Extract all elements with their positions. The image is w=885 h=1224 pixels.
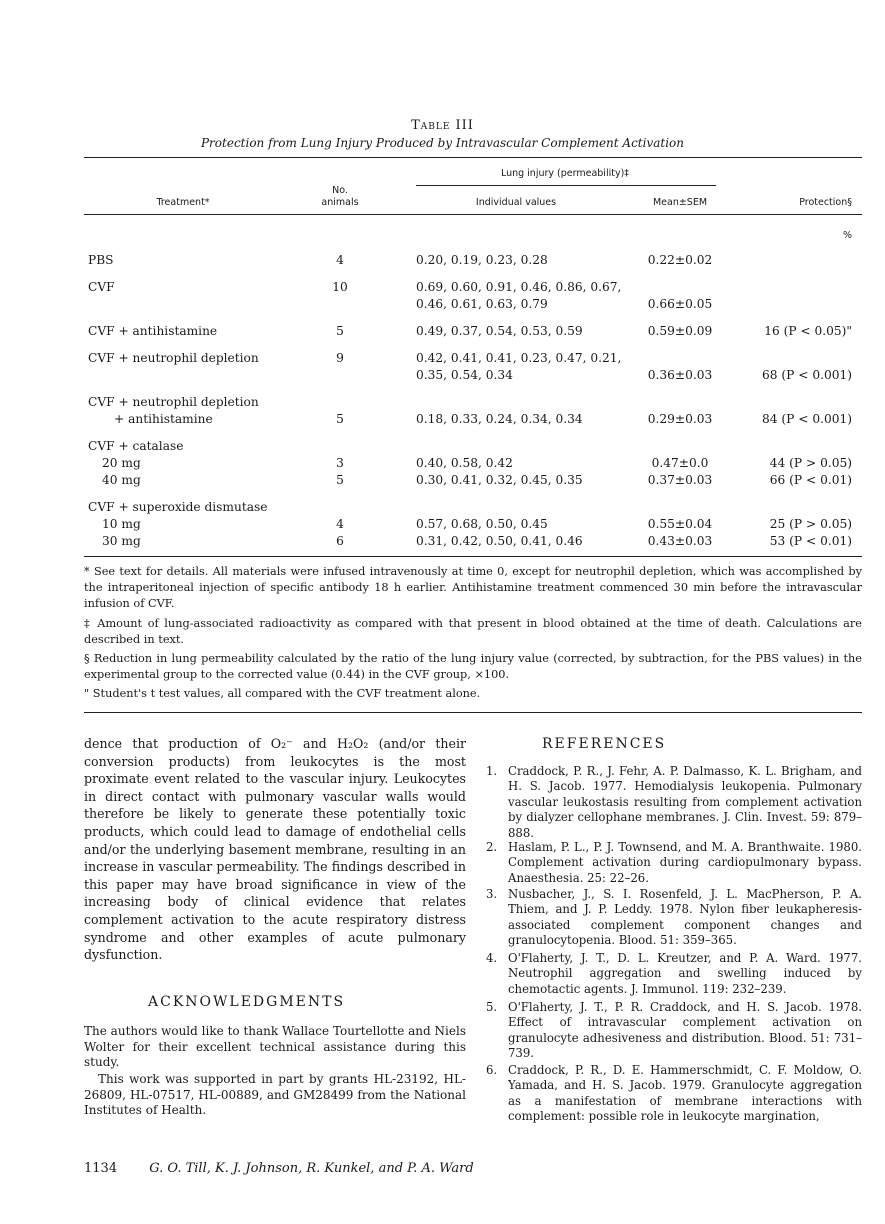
reference-number: 4. [486, 951, 498, 965]
row-n: 10 [332, 280, 348, 294]
row-mean: 0.59±0.09 [647, 324, 713, 338]
funding-paragraph: This work was supported in part by grants HL-23192, HL-26809, HL-07517, HL-00889, and GM28499 from the National Institutes of Health. [84, 1072, 466, 1118]
footnote-divider [84, 712, 862, 713]
row-protection: 53 (P < 0.01) [769, 534, 852, 548]
row-mean: 0.29±0.03 [647, 412, 713, 426]
table-footnote: § Reduction in lung permeability calculated by the ratio of the lung injury value (corrected, by subtraction, for the PBS values) in the experimental group to the corrected value (0.44) in the CVF group, ×100. [84, 652, 862, 681]
row-mean: 0.37±0.03 [647, 473, 713, 487]
row-protection: 68 (P < 0.001) [762, 368, 852, 382]
table-top-rule [84, 157, 862, 158]
row-n: 5 [336, 324, 344, 338]
row-treatment: CVF + neutrophil depletion [88, 351, 259, 365]
reference-item [486, 1000, 862, 1062]
reference-number: 5. [486, 1000, 498, 1014]
acknowledgments-heading: ACKNOWLEDGMENTS [148, 994, 346, 1010]
page-number: 1134 [84, 1161, 118, 1176]
reference-item [486, 1063, 862, 1125]
row-n: 6 [336, 534, 344, 548]
reference-text: Craddock, P. R., J. Fehr, A. P. Dalmasso, K. L. Brigham, and H. S. Jacob. 1977. Hemodialysis leukopenia. Pulmonary vascular leukostasis resulting from complement activation by dialyzer cellophane membranes. J. Clin. Invest. 59: 879–888. [508, 764, 862, 840]
row-treatment: 20 mg [102, 456, 141, 470]
reference-number: 1. [486, 764, 498, 778]
row-n: 5 [336, 412, 344, 426]
reference-text: Craddock, P. R., D. E. Hammerschmidt, C. F. Moldow, O. Yamada, and H. S. Jacob. 1979. Granulocyte aggregation as a manifestation of membrane interactions with complement: possible role in leukocyte margination, [508, 1063, 862, 1124]
header-individual: Individual values [475, 197, 557, 208]
page-footer [84, 1161, 474, 1176]
row-mean: 0.36±0.03 [647, 368, 713, 382]
row-mean: 0.55±0.04 [647, 517, 713, 531]
row-values: 0.57, 0.68, 0.50, 0.45 [416, 517, 548, 531]
header-lung-injury: Lung injury (permeability)‡ [500, 168, 630, 179]
table-footnote: ‡ Amount of lung-associated radioactivity as compared with that present in blood obtained at the time of death. Calculations are described in text. [84, 617, 862, 646]
table-footnote: " Student's t test values, all compared with the CVF treatment alone. [84, 687, 481, 700]
row-values: 0.20, 0.19, 0.23, 0.28 [416, 253, 548, 267]
row-protection: 16 (P < 0.05)" [764, 324, 852, 338]
reference-text: Nusbacher, J., S. I. Rosenfeld, J. L. MacPherson, P. A. Thiem, and J. P. Leddy. 1978. Nylon fiber leukapheresis-associated complement component changes and granulocytopenia. Blood. 51: 359–365. [508, 887, 862, 948]
row-treatment: 10 mg [102, 517, 141, 531]
header-subrule [416, 185, 716, 186]
reference-text: O'Flaherty, J. T., P. R. Craddock, and H. S. Jacob. 1978. Effect of intravascular complement activation on granulocyte adhesiveness and distribution. Blood. 51: 731–739. [508, 1000, 862, 1061]
row-protection: 66 (P < 0.01) [769, 473, 852, 487]
header-mean: Mean±SEM [652, 197, 708, 208]
header-percent: % [842, 230, 852, 241]
reference-number: 2. [486, 840, 498, 854]
table-bottom-rule [84, 556, 862, 557]
header-no: No. [332, 185, 348, 196]
table-label: Table III [411, 118, 474, 133]
row-n: 4 [336, 517, 344, 531]
row-n: 5 [336, 473, 344, 487]
reference-text: O'Flaherty, J. T., D. L. Kreutzer, and P. A. Ward. 1977. Neutrophil aggregation and swelling induced by chemotactic agents. J. Immunol. 119: 232–239. [508, 951, 862, 996]
row-protection: 84 (P < 0.001) [762, 412, 852, 426]
row-n: 4 [336, 253, 344, 267]
header-treatment: Treatment* [156, 197, 210, 208]
reference-item [486, 840, 862, 886]
reference-item [486, 887, 862, 949]
reference-item [486, 764, 862, 841]
row-values-cont: 0.46, 0.61, 0.63, 0.79 [416, 297, 548, 311]
table-caption: Protection from Lung Injury Produced by Intravascular Complement Activation [200, 136, 685, 150]
row-treatment: CVF [88, 280, 115, 294]
row-treatment: CVF + catalase [88, 439, 184, 453]
reference-number: 6. [486, 1063, 498, 1077]
row-values: 0.69, 0.60, 0.91, 0.46, 0.86, 0.67, [416, 280, 622, 294]
row-values: 0.40, 0.58, 0.42 [416, 456, 513, 470]
row-values: 0.42, 0.41, 0.41, 0.23, 0.47, 0.21, [416, 351, 622, 365]
row-values: 0.18, 0.33, 0.24, 0.34, 0.34 [416, 412, 583, 426]
row-treatment: CVF + neutrophil depletion [88, 395, 259, 409]
row-n: 9 [336, 351, 344, 365]
row-mean: 0.22±0.02 [647, 253, 713, 267]
reference-text: Haslam, P. L., P. J. Townsend, and M. A. Branthwaite. 1980. Complement activation during cardiopulmonary bypass. Anaesthesia. 25: 22–26. [508, 840, 862, 885]
row-mean: 0.47±0.0 [651, 456, 709, 470]
reference-item [486, 951, 862, 997]
row-treatment: 30 mg [102, 534, 141, 548]
table-header-rule [84, 214, 862, 215]
row-treatment: CVF + antihistamine [88, 324, 218, 338]
row-treatment: 40 mg [102, 473, 141, 487]
row-treatment: PBS [88, 253, 114, 267]
row-values: 0.49, 0.37, 0.54, 0.53, 0.59 [416, 324, 583, 338]
row-n: 3 [336, 456, 344, 470]
row-mean: 0.43±0.03 [647, 534, 713, 548]
table-footnote: * See text for details. All materials were infused intravenously at time 0, except for neutrophil depletion, which was accomplished by the intraperitoneal injection of specific antibody 18 h earlier. Antihistamine treatment commenced 30 min before the intravascular infusion of CVF. [84, 565, 862, 610]
acknowledgments-paragraph: The authors would like to thank Wallace Tourtellotte and Niels Wolter for their excellent technical assistance during this study. [84, 1024, 466, 1070]
row-mean: 0.66±0.05 [647, 297, 713, 311]
row-values: 0.31, 0.42, 0.50, 0.41, 0.46 [416, 534, 583, 548]
row-protection: 44 (P > 0.05) [769, 456, 852, 470]
row-protection: 25 (P > 0.05) [769, 517, 852, 531]
row-values-cont: 0.35, 0.54, 0.34 [416, 368, 513, 382]
body-paragraph: dence that production of O₂⁻ and H₂O₂ (and/or their conversion products) from leukocytes is the most proximate event related to the vascular injury. Leukocytes in direct contact with pulmonary vascular walls would therefore be likely to generate these potentially toxic products, which could lead to damage of endothelial cells and/or the underlying basement membrane, resulting in an increase in vascular permeability. The findings described in this paper may have broad significance in view of the increasing body of clinical evidence that relates complement activation to the acute respiratory distress syndrome and other examples of acute pulmonary dysfunction. [84, 736, 466, 963]
reference-number: 3. [486, 887, 498, 901]
row-treatment-cont: + antihistamine [114, 412, 213, 426]
references-heading: REFERENCES [542, 736, 667, 752]
row-values: 0.30, 0.41, 0.32, 0.45, 0.35 [416, 473, 583, 487]
header-protection: Protection§ [799, 197, 852, 208]
footer-authors: G. O. Till, K. J. Johnson, R. Kunkel, and P. A. Ward [149, 1161, 474, 1176]
row-treatment: CVF + superoxide dismutase [88, 500, 268, 514]
header-animals: animals [321, 197, 359, 208]
